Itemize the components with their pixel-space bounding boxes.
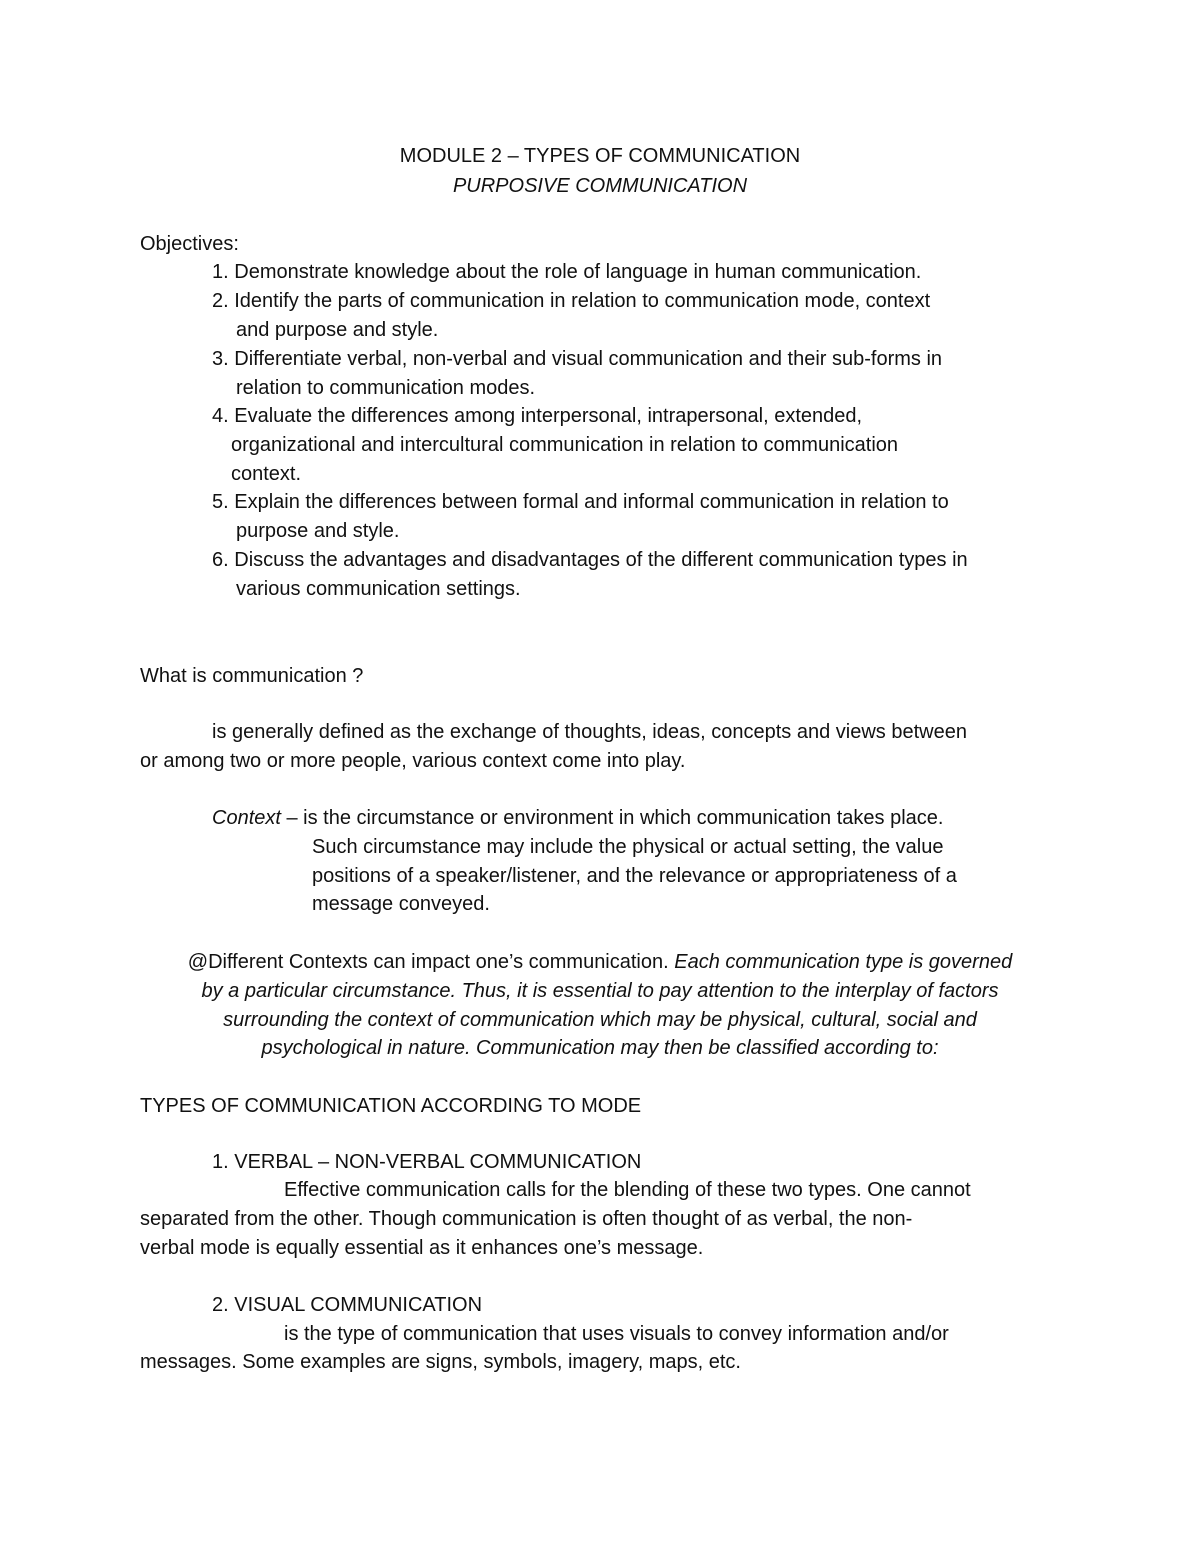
item-text: Explain the differences between formal and informal communication in relation to: [234, 491, 949, 513]
type-title: 1. VERBAL – NON-VERBAL COMMUNICATION: [212, 1151, 642, 1173]
item-text: Discuss the advantages and disadvantages of the different communication types in: [234, 549, 968, 571]
context-term: Context: [212, 807, 281, 829]
list-item: [212, 402, 862, 431]
item-text: Differentiate verbal, non-verbal and visual communication and their sub-forms in: [234, 348, 943, 370]
item-text-continued: organizational and intercultural communication in relation to communication: [231, 434, 899, 456]
type-body-line: verbal mode is equally essential as it enhances one’s message.: [140, 1237, 704, 1259]
list-item: [212, 546, 968, 575]
note-line: by a particular circumstance. Thus, it is essential to pay attention to the interplay of factors: [201, 980, 999, 1002]
item-text-continued: and purpose and style.: [236, 319, 439, 341]
list-item: [212, 287, 930, 316]
type-title: 2. VISUAL COMMUNICATION: [212, 1294, 483, 1316]
note-line: surrounding the context of communication which may be physical, cultural, social and: [223, 1009, 977, 1031]
item-number: 3.: [212, 348, 229, 370]
item-text: Identify the parts of communication in relation to communication mode, context: [234, 290, 931, 312]
type-body-line: messages. Some examples are signs, symbols, imagery, maps, etc.: [140, 1351, 741, 1373]
context-line: message conveyed.: [312, 893, 490, 915]
item-text-continued: context.: [231, 463, 302, 485]
module-title: MODULE 2 – TYPES OF COMMUNICATION: [399, 145, 801, 167]
item-number: 5.: [212, 491, 229, 513]
type-body-line: separated from the other. Though communication is often thought of as verbal, the non-: [140, 1208, 913, 1230]
section-heading: TYPES OF COMMUNICATION ACCORDING TO MODE: [140, 1095, 642, 1117]
list-item: [212, 488, 949, 517]
item-number: 4.: [212, 405, 229, 427]
list-item: [212, 258, 921, 287]
context-line: Such circumstance may include the physical or actual setting, the value: [312, 836, 944, 858]
item-text: Evaluate the differences among interpersonal, intrapersonal, extended,: [234, 405, 863, 427]
context-line: positions of a speaker/listener, and the relevance or appropriateness of a: [312, 865, 957, 887]
note-plain: @Different Contexts can impact one’s communication.: [187, 951, 675, 973]
context-line: [212, 804, 943, 833]
context-definition: – is the circumstance or environment in which communication takes place.: [280, 807, 944, 829]
type-body-line: Effective communication calls for the blending of these two types. One cannot: [284, 1179, 971, 1201]
type-body-line: is the type of communication that uses visuals to convey information and/or: [284, 1323, 949, 1345]
objectives-heading: Objectives:: [140, 233, 239, 255]
section-question: What is communication ?: [140, 665, 364, 687]
item-number: 1.: [212, 261, 229, 283]
list-item: [212, 345, 942, 374]
note-line: [140, 948, 1060, 977]
item-number: 6.: [212, 549, 229, 571]
note-italic: Each communication type is governed: [674, 951, 1013, 973]
definition-line: or among two or more people, various context come into play.: [140, 750, 686, 772]
item-text: Demonstrate knowledge about the role of language in human communication.: [234, 261, 922, 283]
note-line: psychological in nature. Communication may then be classified according to:: [261, 1037, 939, 1059]
item-text-continued: relation to communication modes.: [236, 377, 536, 399]
item-text-continued: purpose and style.: [236, 520, 400, 542]
item-text-continued: various communication settings.: [236, 578, 521, 600]
definition-line: is generally defined as the exchange of thoughts, ideas, concepts and views between: [212, 721, 967, 743]
item-number: 2.: [212, 290, 229, 312]
course-title: PURPOSIVE COMMUNICATION: [452, 175, 748, 197]
